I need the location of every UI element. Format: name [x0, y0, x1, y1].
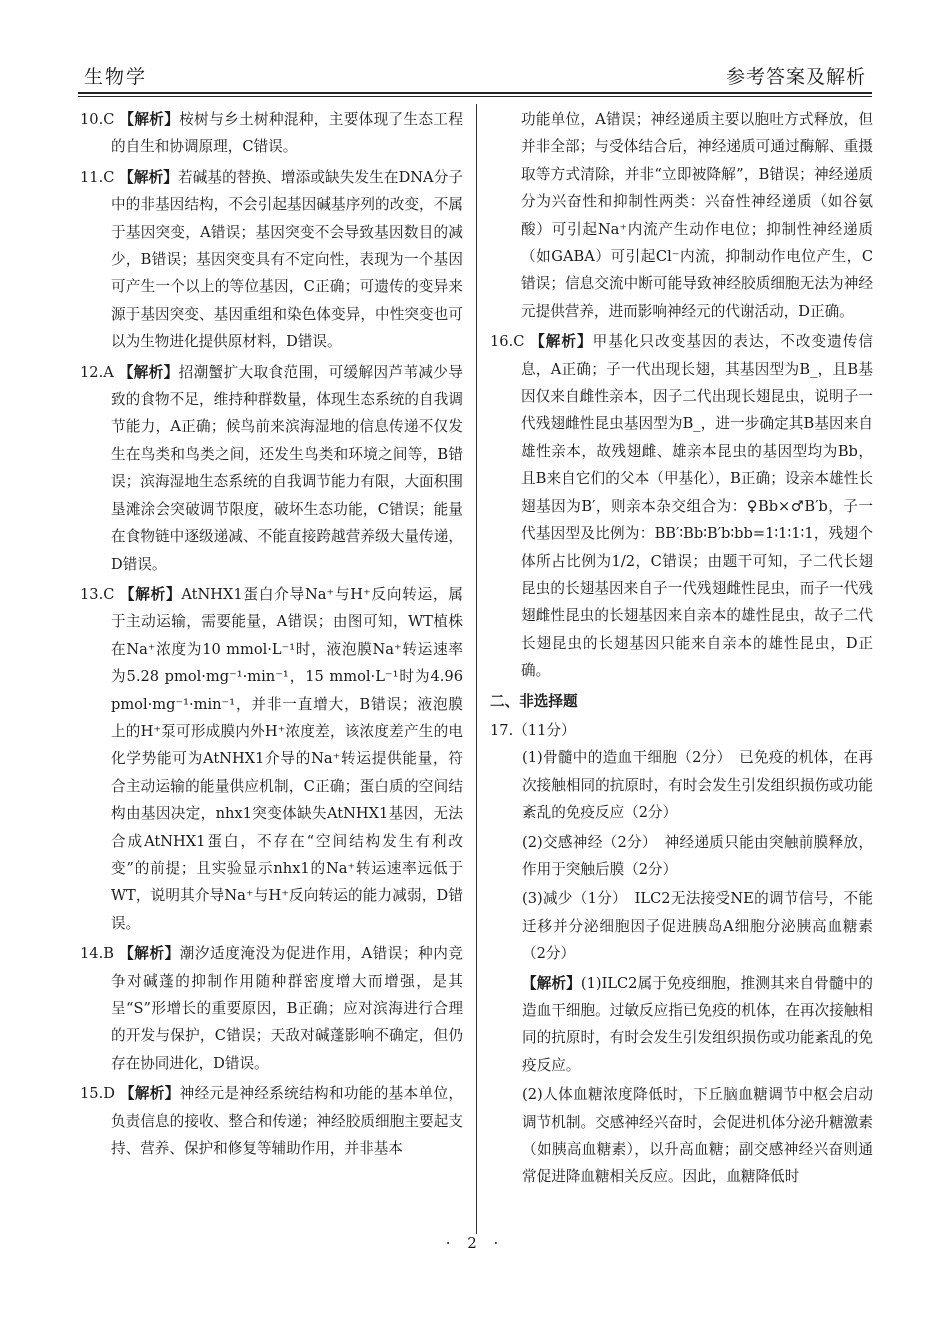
- q17-answer-part-1: (1)骨髓中的造血干细胞（2分） 已免疫的机体，在再次接触相同的抗原时，有时会发生引发组织损伤或功能紊乱的免疫反应（2分）: [522, 749, 873, 822]
- page-header: [78, 58, 872, 92]
- question-17-heading: 17.（11分）: [490, 721, 576, 739]
- left-column: [80, 106, 463, 1165]
- header-rule-thick: [78, 92, 872, 94]
- q17-analysis-2: (2)人体血糖浓度降低时，下丘脑血糖调节中枢会启动调节机制。交感神经兴奋时，会促进机体分泌升糖激素（如胰高血糖素），以升高血糖；副交感神经兴奋则通常促进降血糖相关反应。因此，血糖降低时: [522, 1086, 873, 1186]
- answer-11: 11.C 【解析】若碱基的替换、增添或缺失发生在DNA分子中的非基因结构，不会引起基因碱基序列的改变，不属于基因突变，A错误；基因突变不会导致基因数目的减少，B错误；基因突变具有不定向性，表现为一个基因可产生一个以上的等位基因，C正确；可遗传的变异来源于基因突变、基因重组和染色体变异，中性突变也可以为生物进化提供原材料，D错误。: [80, 168, 463, 351]
- answer-10: 10.C 【解析】桉树与乡土树种混种，主要体现了生态工程的自生和协调原理，C错误。: [80, 111, 463, 156]
- answer-16: 16.C 【解析】甲基化只改变基因的表达，不改变遗传信息，A正确；子一代出现长翅，其基因型为B_，且B基因仅来自雌性亲本，因子二代出现长翅昆虫，说明子一代残翅雌性昆虫基因型为B_，进一步确定其B基因来自雄性亲本，故残翅雌、雄亲本昆虫的基因型均为Bb，且B来自它们的父本（甲基化），B正确；设亲本雄性长翅基因为B′，则亲本杂交组合为：♀Bb×♂B′b，子一代基因型及比例为：BB′∶Bb∶B′b∶bb=1∶1∶1∶1，残翅个体所占比例为1/2，C错误；由题干可知，子二代长翅昆虫的长翅基因来自子一代残翅雌性昆虫，而子一代残翅雌性昆虫的长翅基因来自亲本的雄性昆虫，故子二代长翅昆虫的长翅基因只能来自亲本的雄性昆虫，D正确。: [490, 333, 873, 680]
- q17-answer-part-3: (3)减少（1分） ILC2无法接受NE的调节信号，不能迁移并分泌细胞因子促进胰岛A细胞分泌胰高血糖素（2分）: [522, 890, 873, 963]
- answer-15: 15.D 【解析】神经元是神经系统结构和功能的基本单位，负责信息的接收、整合和传递；神经胶质细胞主要起支持、营养、保护和修复等辅助作用，并非基本: [80, 1085, 463, 1158]
- header-rule-thin: [78, 96, 872, 97]
- section-heading: 二、非选择题: [490, 692, 578, 710]
- column-divider: [476, 104, 477, 1234]
- right-column: [490, 106, 873, 1193]
- page-number: · 2 ·: [445, 1234, 505, 1252]
- answer-13: 13.C 【解析】AtNHX1蛋白介导Na⁺与H⁺反向转运，属于主动运输，需要能量，A错误；由图可知，WT植株在Na⁺浓度为10 mmol·L⁻¹时，液泡膜Na⁺转运速率为5.28 pmol·mg⁻¹·min⁻¹，15 mmol·L⁻¹时为4.96 pmol·mg⁻¹·min⁻¹，并非一直增大，B错误；液泡膜上的H⁺泵可形成膜内外H⁺浓度差，该浓度差产生的电化学势能可为AtNHX1介导的Na⁺转运提供能量，符合主动运输的能量供应机制，C正确；蛋白质的空间结构由基因决定，nhx1突变体缺失AtNHX1基因，无法合成AtNHX1蛋白，不存在“空间结构发生有利改变”的前提；且实验显示nhx1的Na⁺转运速率远低于WT，说明其介导Na⁺与H⁺反向转运的能力减弱，D错误。: [80, 585, 463, 932]
- q17-analysis-1: 【解析】(1)ILC2属于免疫细胞，推测其来自骨髓中的造血干细胞。过敏反应指已免疫的机体，在再次接触相同的抗原时，有时会发生引发组织损伤或功能紊乱的免疫反应。: [522, 974, 873, 1074]
- answer-15-continued: 功能单位，A错误；神经递质主要以胞吐方式释放，但并非全部；与受体结合后，神经递质可通过酶解、重摄取等方式清除，并非“立即被降解”，B错误；神经递质分为兴奋性和抑制性两类：兴奋性神经递质（如谷氨酸）可引起Na⁺内流产生动作电位；抑制性神经递质（如GABA）可引起Cl⁻内流，抑制动作电位产生，C错误；信息交流中断可能导致神经胶质细胞无法为神经元提供营养，进而影响神经元的代谢活动，D正确。: [521, 111, 873, 320]
- answer-12: 12.A 【解析】招潮蟹扩大取食范围，可缓解因芦苇减少导致的食物不足，维持种群数量，体现生态系统的自我调节能力，A正确；候鸟前来滨海湿地的信息传递不仅发生在鸟类和鸟类之间，还发生鸟类和环境之间等，B错误；滨海湿地生态系统的自我调节能力有限，大面积围垦滩涂会突破调节限度，破坏生态功能，C错误；能量在食物链中逐级递减、不能直接跨越营养级大量传递，D错误。: [80, 363, 463, 573]
- q17-answer-part-2: (2)交感神经（2分） 神经递质只能由突触前膜释放，作用于突触后膜（2分）: [522, 833, 873, 878]
- answer-14: 14.B 【解析】潮汐适度淹没为促进作用，A错误；种内竞争对碱蓬的抑制作用随种群密度增大而增强，是其呈“S”形增长的重要原因，B正确；应对滨海进行合理的开发与保护，C错误；天敌对碱蓬影响不确定，但仍存在协同进化，D错误。: [80, 945, 463, 1072]
- section-title: 参考答案及解析: [725, 66, 866, 88]
- subject-title: 生物学: [84, 66, 148, 88]
